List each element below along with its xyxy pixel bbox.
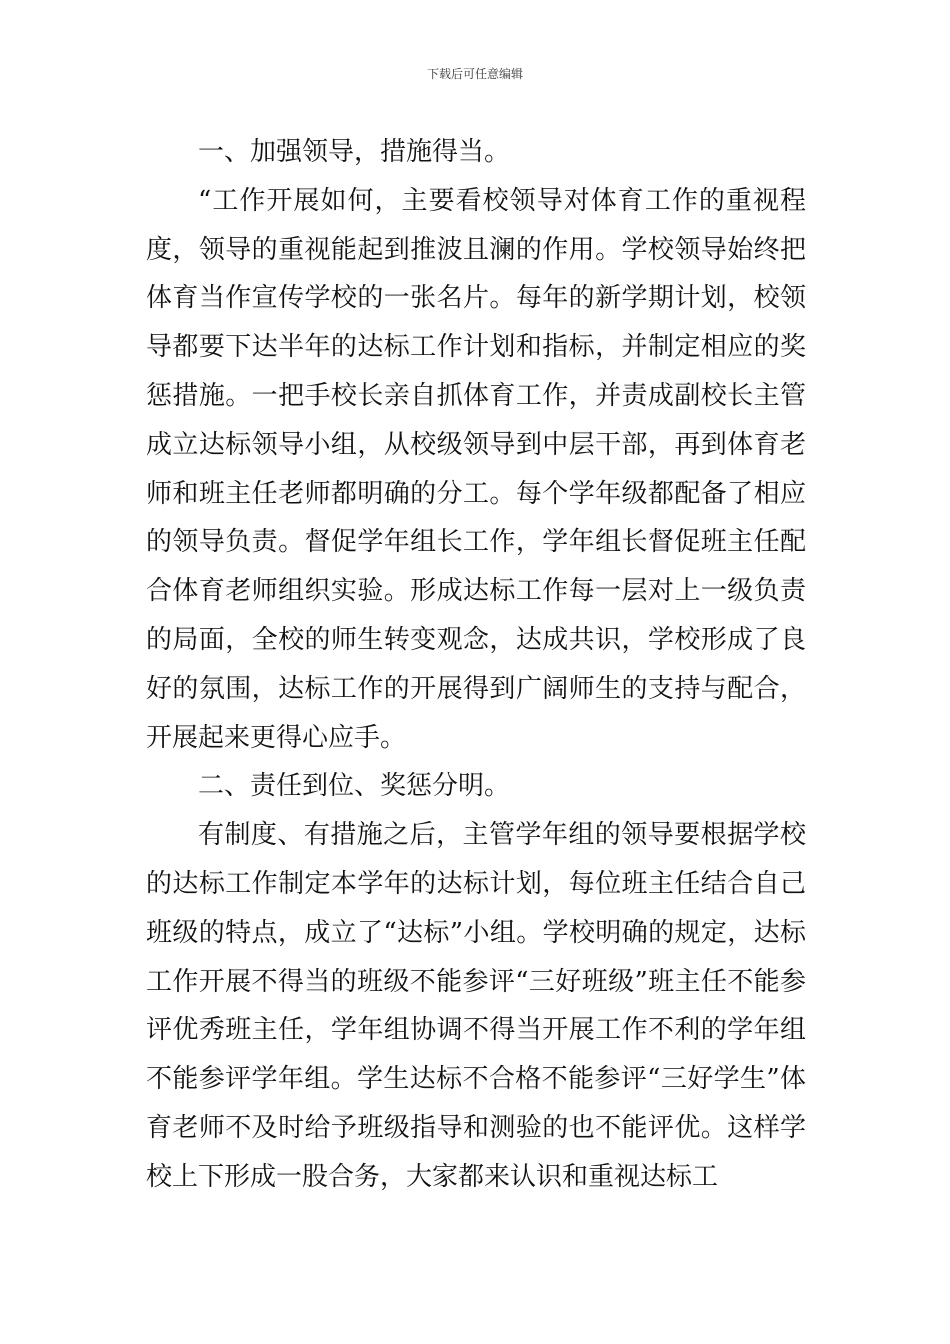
page-header: 下载后可任意编辑 [426,67,523,81]
document-body [146,128,806,1202]
section-heading-1: 一、加强领导，措施得当。 [198,137,511,167]
section-heading-2: 二、责任到位、奖惩分明。 [198,771,511,802]
body-paragraph-2: 有制度、有措施之后，主管学年组的领导要根据学校的达标工作制定本学年的达标计划，每位班主任结合自己班级的特点，成立了“达标”小组。学校明确的规定，达标工作开展不得当的班级不能参评“三好班级”班主任不能参评优秀班主任，学年组协调不得当开展工作不利的学年组不能参评学年组。学生达标不合格不能参评“三好学生”体育老师不及时给予班级指导和测验的也不能评优。这样学校上下形成一股合务，大家都来认识和重视达标工 [146,820,806,1192]
body-paragraph-1: “工作开展如何，主要看校领导对体育工作的重视程度，领导的重视能起到推波且澜的作用。学校领导始终把体育当作宣传学校的一张名片。每年的新学期计划，校领导都要下达半年的达标工作计划和指标，并制定相应的奖惩措施。一把手校长亲自抓体育工作，并责成副校长主管成立达标领导小组，从校级领导到中层干部，再到体育老师和班主任老师都明确的分工。每个学年级都配备了相应的领导负责。督促学年组长工作，学年组长督促班主任配合体育老师组织实验。形成达标工作每一层对上一级负责的局面，全校的师生转变观念，达成共识，学校形成了良好的氛围，达标工作的开展得到广阔师生的支持与配合，开展起来更得心应手。 [146,185,806,753]
